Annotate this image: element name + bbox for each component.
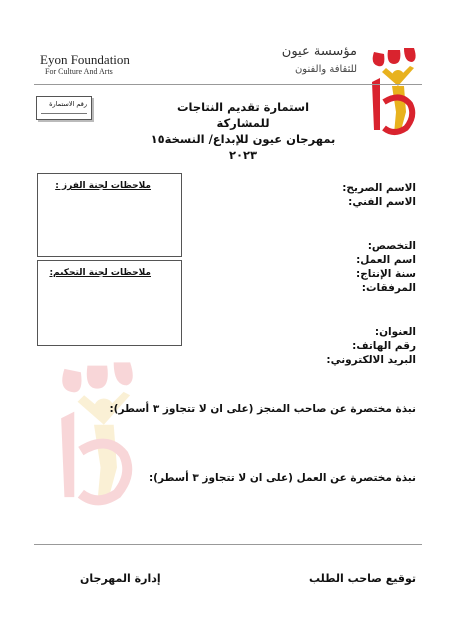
address-field[interactable]: العنوان:	[374, 326, 416, 338]
form-number-box[interactable]	[36, 96, 92, 120]
work-name-field[interactable]: اسم العمل:	[356, 254, 416, 266]
form-title	[150, 99, 336, 163]
org-tagline-arabic: للثقافة والفنون	[294, 64, 357, 75]
work-summary-prompt[interactable]: نبذة مختصرة عن العمل (على ان لا تتجاوز ٣ أسطر):	[148, 472, 416, 484]
title-line: بمهرجان عيون للإبداع/ النسخة١٥	[150, 132, 336, 146]
attachments-field[interactable]: المرفقات:	[361, 282, 416, 294]
festival-admin-label: إدارة المهرجان	[80, 572, 161, 585]
header-divider	[34, 84, 422, 85]
org-name-arabic: مؤسسة عيون	[281, 44, 357, 59]
eyon-logo	[364, 42, 420, 140]
bio-prompt[interactable]: نبذة مختصرة عن صاحب المنجز (على ان لا تتجاوز ٣ أسطر):	[109, 403, 416, 415]
email-field[interactable]: البريد الالكتروني:	[326, 354, 416, 366]
org-name-english: Eyon Foundation	[40, 52, 130, 67]
footer-divider	[34, 544, 422, 545]
production-year-field[interactable]: سنة الإنتاج:	[356, 268, 416, 280]
judging-notes-label: ملاحظات لجنة التحكيم:	[49, 268, 151, 278]
form-number-label: رقم الاستمارة	[49, 100, 87, 108]
title-line: استمارة تقديم النتاجات للمشاركة	[176, 100, 310, 130]
title-line: ٢٠٢٣	[228, 148, 258, 162]
applicant-signature-label[interactable]: توقيع صاحب الطلب	[309, 572, 416, 585]
real-name-field[interactable]: الاسم الصريح:	[342, 182, 416, 194]
form-number-line	[41, 113, 87, 114]
eyon-watermark	[48, 338, 140, 528]
specialty-field[interactable]: التخصص:	[367, 240, 416, 252]
phone-field[interactable]: رقم الهاتف:	[352, 340, 416, 352]
artistic-name-field[interactable]: الاسم الفني:	[348, 196, 416, 208]
jury-notes-label: ملاحظات لجنة الفرز :	[55, 181, 151, 191]
org-tagline-english: For Culture And Arts	[45, 67, 113, 76]
